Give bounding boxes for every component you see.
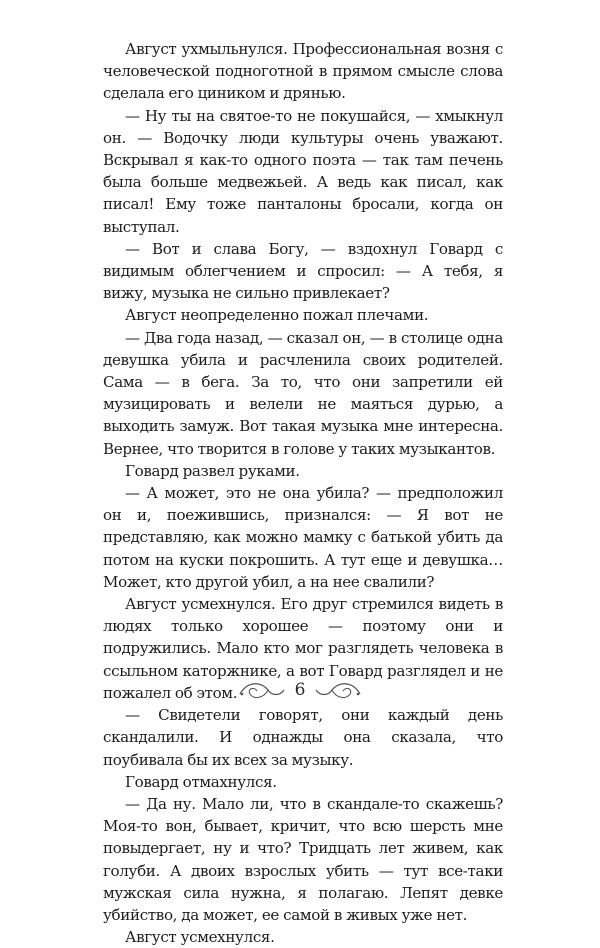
- paragraph-2: — Ну ты на святое-то не покушайся, — хмыкнул он. — Водочку люди культуры очень уважают. Вскрывал я как-то одного поэта — так там печень была больше медвежьей. А ведь как писал, как писал! Ему тоже панталоны бросали, когда он выступал.: [103, 106, 503, 236]
- paragraph-5: — Два года назад, — сказал он, — в столице одна девушка убила и расчленила своих родителей. Сама — в бега. За то, что они запретили ей музицировать и велели не маяться дурью, а выходить замуж. Вот такая музыка мне интересна. Вернее, что творится в голове у таких музыкантов.: [103, 328, 503, 458]
- paragraph-10: Говард отмахнулся.: [125, 772, 277, 791]
- book-page-text: [103, 38, 503, 948]
- paragraph-6: Говард развел руками.: [125, 461, 300, 480]
- paragraph-9: — Свидетели говорят, они каждый день скандалили. И однажды она сказала, что поубивала бы их всех за музыку.: [103, 706, 503, 769]
- page-number: 6: [294, 680, 306, 700]
- flourish-ornament-icon: [314, 674, 362, 706]
- paragraph-4: Август неопределенно пожал плечами.: [125, 306, 429, 325]
- page-footer: [0, 672, 600, 712]
- paragraph-8: Август усмехнулся. Его друг стремился видеть в людях только хорошее — поэтому они и подружились. Мало кто мог разглядеть человека в ссыльном каторжнике, а вот Говард разглядел и не пожалел об этом.: [103, 595, 503, 702]
- paragraph-1: Август ухмыльнулся. Профессиональная возня с человеческой подноготной в прямом смысле слова сделала его циником и дрянью.: [103, 40, 503, 103]
- paragraph-11: — Да ну. Мало ли, что в скандале-то скажешь? Моя-то вон, бывает, кричит, что всю шерсть мне повыдергает, ну и что? Тридцать лет живем, как голуби. А двоих взрослых убить — тут все-таки мужская сила нужна, я полагаю. Лепят девке убийство, да может, ее самой в живых уже нет.: [103, 794, 503, 924]
- paragraph-7: — А может, это не она убила? — предположил он и, поежившись, признался: — Я вот не представляю, как можно мамку с батькой убить да потом на куски покрошить. А тут еще и девушка… Может, кто другой убил, а на нее свалили?: [103, 484, 503, 591]
- paragraph-12: Август усмехнулся.: [125, 928, 275, 947]
- paragraph-3: — Вот и слава Богу, — вздохнул Говард с видимым облегчением и спросил: — А тебя, я вижу, музыка не сильно привлекает?: [103, 239, 503, 303]
- flourish-ornament-icon: [238, 674, 286, 706]
